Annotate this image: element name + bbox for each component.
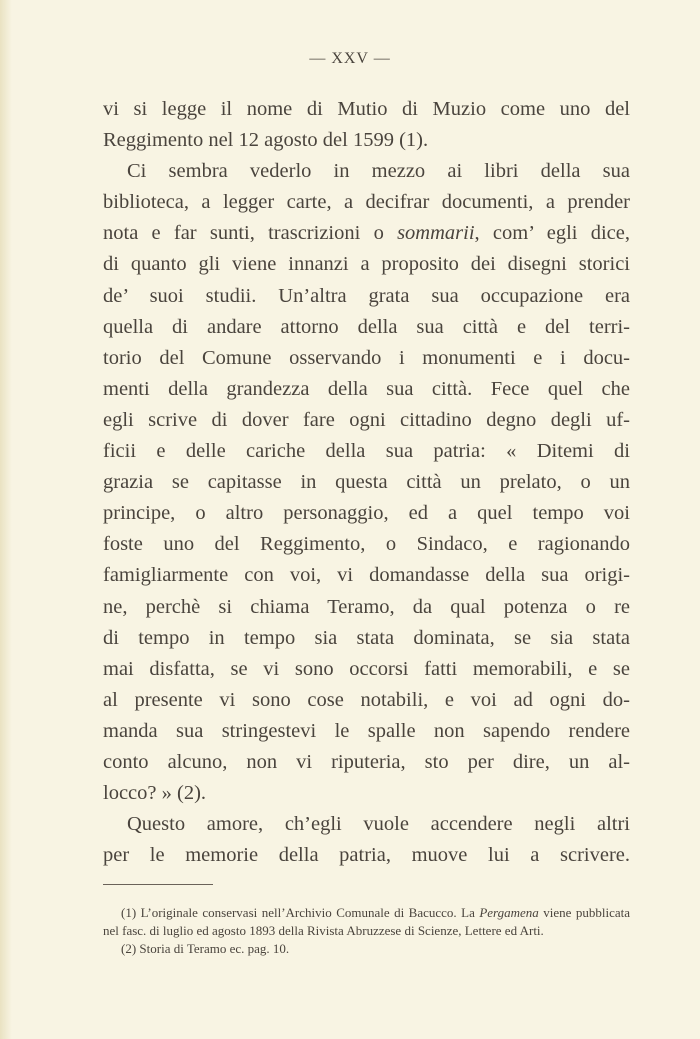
text-line: egli scrive di dover fare ogni cittadino degno degli uf- <box>103 408 630 431</box>
footnote: (2) Storia di Teramo ec. pag. 10. <box>121 941 290 956</box>
page-edge-shadow <box>0 0 12 1039</box>
text-line: menti della grandezza della sua città. Fece quel che <box>103 377 630 400</box>
text-line: Reggimento nel 12 agosto del 1599 (1). <box>103 129 429 152</box>
text-line: vi si legge il nome di Mutio di Muzio come uno del <box>103 98 630 120</box>
text-line: principe, o altro personaggio, ed a quel tempo voi <box>103 502 630 525</box>
text-line: Questo amore, ch’egli vuole accendere negli altri <box>127 813 630 836</box>
text-line: per le memorie della patria, muove lui a scrivere. <box>103 844 630 867</box>
text-line: Ci sembra vederlo in mezzo ai libri della sua <box>127 160 630 183</box>
page-number: — XXV — <box>309 50 391 67</box>
text-line: locco? » (2). <box>103 782 207 805</box>
text-line: ne, perchè si chiama Teramo, da qual potenza o re <box>103 595 630 618</box>
text-line: di quanto gli viene innanzi a proposito dei disegni storici <box>103 253 630 276</box>
text-line: famigliarmente con voi, vi domandasse della sua origi- <box>103 564 630 587</box>
text-line: mai disfatta, se vi sono occorsi fatti memorabili, e se <box>103 657 630 680</box>
footnote: (1) L’originale conservasi nell’Archivio Comunale di Bacucco. La Pergamena viene pubblicata nel fasc. di luglio ed agosto 1893 della Rivista Abruzzese di Scienze, Lettere ed Arti. <box>103 905 630 938</box>
text-line: quella di andare attorno della sua città e del terri- <box>103 315 630 338</box>
text-line: ficii e delle cariche della sua patria: « Ditemi di <box>103 440 630 463</box>
text-line: grazia se capitasse in questa città un prelato, o un <box>103 471 630 494</box>
text-line: torio del Comune osservando i monumenti e i docu- <box>103 346 630 369</box>
text-line: nota e far sunti, trascrizioni o sommarii, com’ egli dice, <box>103 222 630 245</box>
text-line: di tempo in tempo sia stata dominata, se sia stata <box>103 626 630 649</box>
text-line: conto alcuno, non vi riputeria, sto per dire, un al- <box>103 750 630 773</box>
text-line: biblioteca, a legger carte, a decifrar documenti, a prender <box>103 191 630 214</box>
footnote-divider <box>103 884 213 885</box>
text-line: foste uno del Reggimento, o Sindaco, e ragionando <box>103 533 630 556</box>
text-line: de’ suoi studii. Un’altra grata sua occupazione era <box>103 284 630 307</box>
body-text <box>103 94 630 871</box>
text-line: al presente vi sono cose notabili, e voi ad ogni do- <box>103 688 630 711</box>
text-line: manda sua stringestevi le spalle non sapendo rendere <box>103 719 630 742</box>
footnotes <box>103 904 630 958</box>
